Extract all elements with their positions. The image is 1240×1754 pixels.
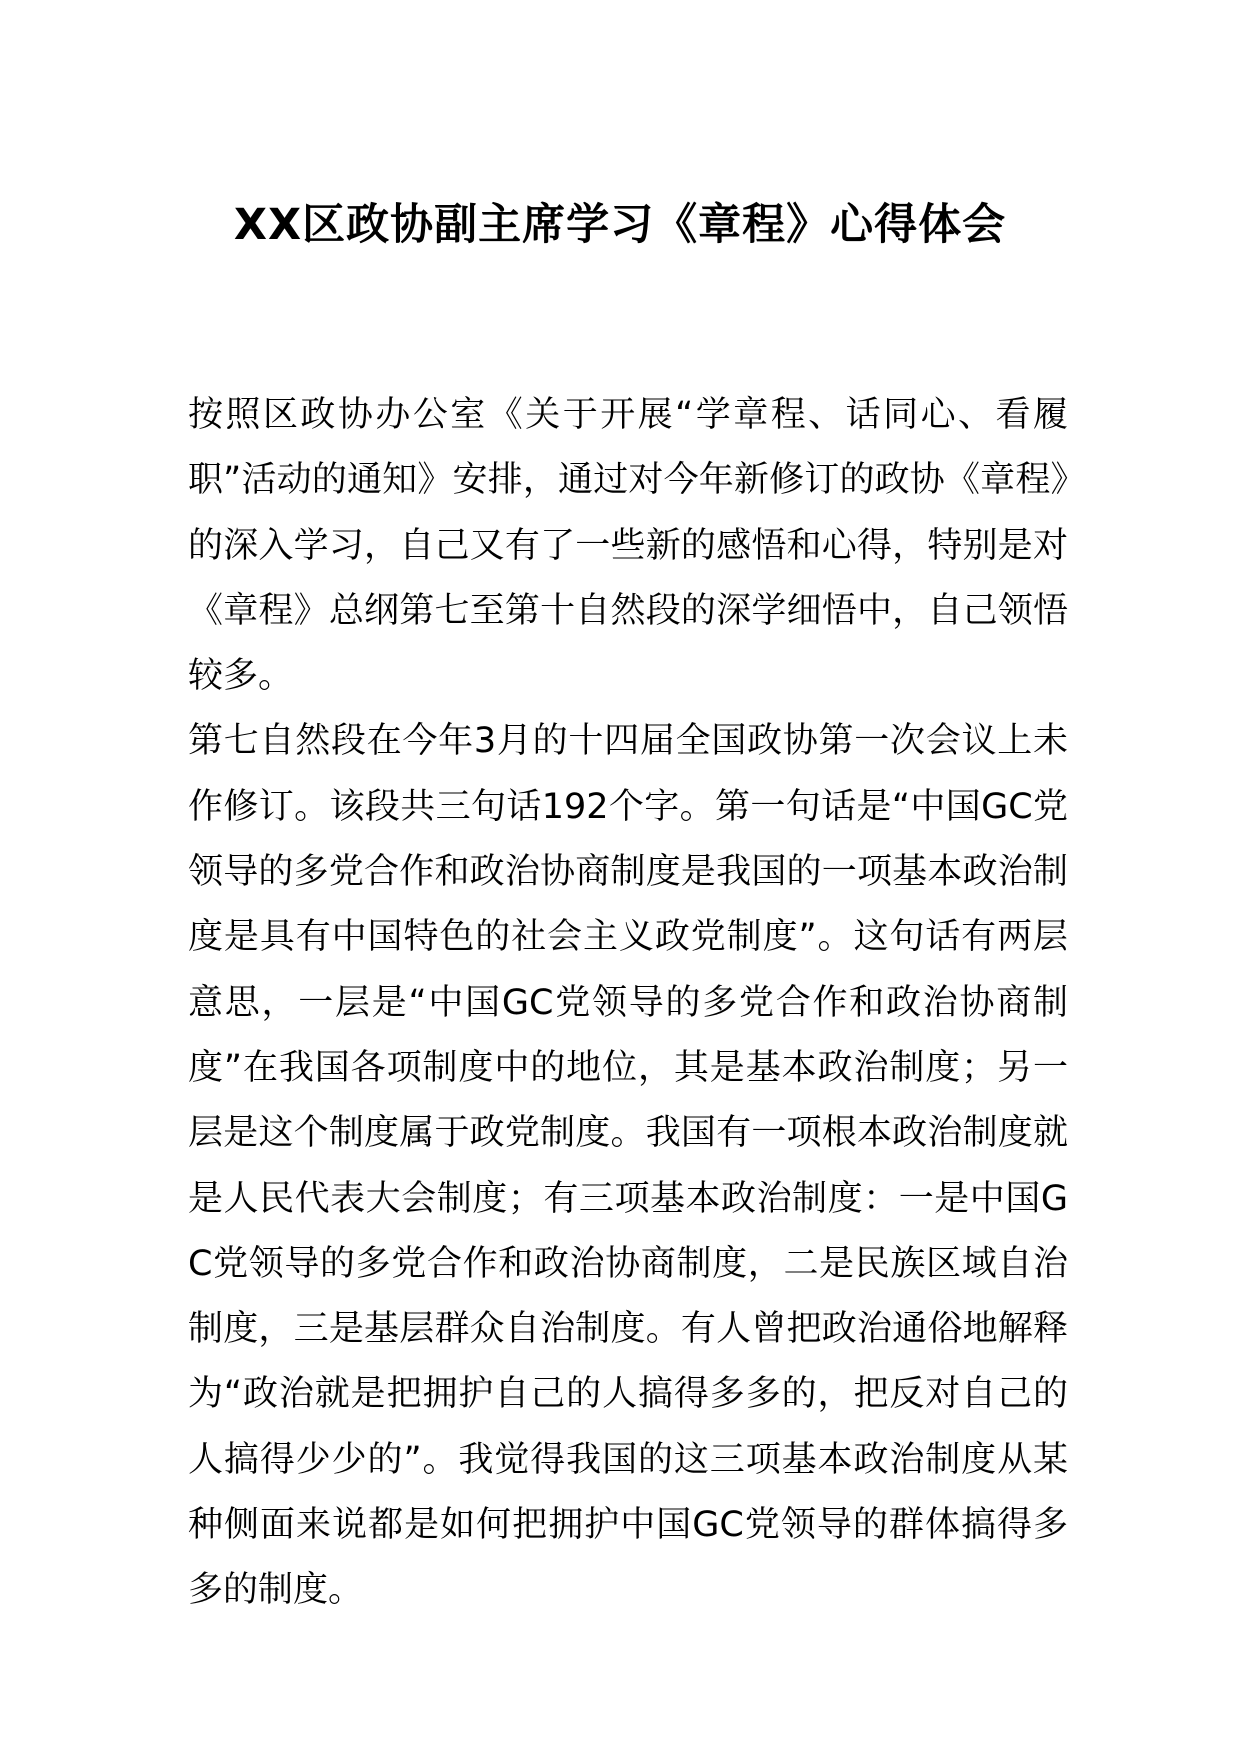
document-title: XX区政协副主席学习《章程》心得体会 [233,200,1007,250]
paragraph-2: 第七自然段在今年3月的十四届全国政协第一次会议上未作修订。该段共三句话192个字。第一句话是“中国GC党领导的多党合作和政治协商制度是我国的一项基本政治制度是具有中国特色的社会主义政党制度”。这句话有两层意思，一层是“中国GC党领导的多党合作和政治协商制度”在我国各项制度中的地位，其是基本政治制度；另一层是这个制度属于政党制度。我国有一项根本政治制度就是人民代表大会制度；有三项基本政治制度：一是中国GC党领导的多党合作和政治协商制度，二是民族区域自治制度，三是基层群众自治制度。有人曾把政治通俗地解释为“政治就是把拥护自己的人搞得多多的，把反对自己的人搞得少少的”。我觉得我国的这三项基本政治制度从某种侧面来说都是如何把拥护中国GC党领导的群体搞得多多的制度。 [188,721,1068,1611]
document-body [188,383,1068,1624]
paragraph-1: 按照区政协办公室《关于开展“学章程、话同心、看履职”活动的通知》安排，通过对今年新修订的政协《章程》的深入学习，自己又有了一些新的感悟和心得，特别是对《章程》总纲第七至第十自然段的深学细悟中，自己领悟较多。 [188,395,1068,697]
